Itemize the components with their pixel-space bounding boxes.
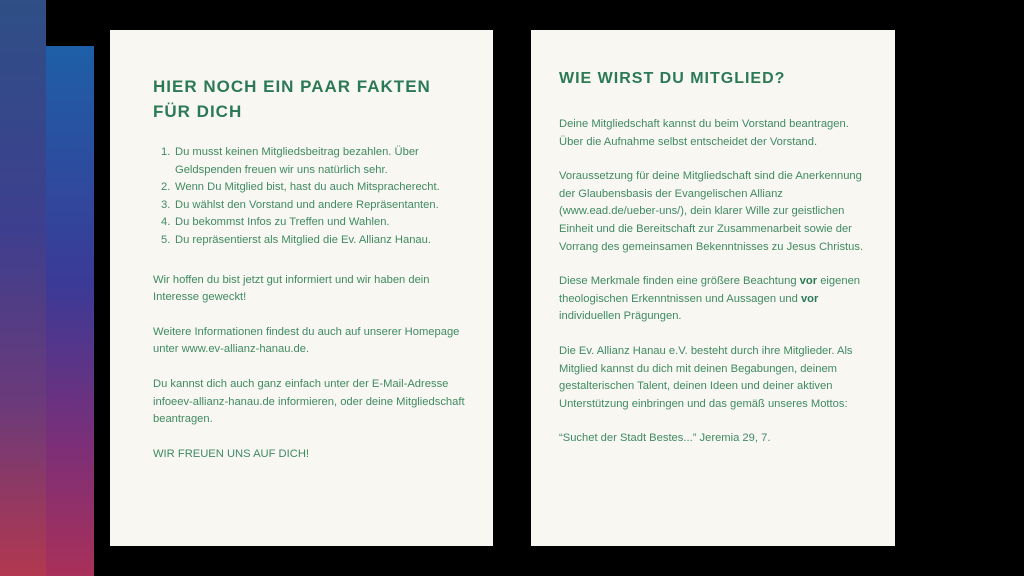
apply-paragraph: Deine Mitgliedschaft kannst du beim Vorstand beantragen. Über die Aufnahme selbst entscheidet der Vorstand. [559,118,849,148]
fact-text: Du repräsentierst als Mitglied die Ev. Allianz Hanau. [175,233,431,246]
fact-number: 5. [161,233,171,246]
fact-item [161,214,469,232]
membership-card [531,30,895,546]
requirements-paragraph: Voraussetzung für deine Mitgliedschaft sind die Anerkennung der Glaubensbasis der Evangelischen Allianz (www.ead.de/ueber-uns/), dein klarer Wille zur geistlichen Einheit und die Bereitschaft zur Zusammenarbeit sowie der Vorrang des gemeinsamen Bekenntnisses zu Jesus Christus. [559,170,864,253]
fact-text: Wenn Du Mitglied bist, hast du auch Mitspracherecht. [175,181,440,194]
fact-number: 3. [161,198,171,211]
decorative-stripe-right [46,46,94,576]
fact-number: 1. [161,146,171,158]
informed-paragraph: Wir hoffen du bist jetzt gut informiert und wir haben dein Interesse geweckt! [153,273,430,304]
homepage-paragraph: Weitere Informationen findest du auch auf unserer Homepage unter www.ev-allianz-hanau.de. [153,325,460,356]
closing-text: WIR FREUEN UNS AUF DICH! [153,447,310,460]
decorative-stripe-left [0,0,46,576]
fact-number: 4. [161,216,171,229]
motto-text: “Suchet der Stadt Bestes...” Jeremia 29, 7. [559,432,771,445]
fact-text: Du musst keinen Mitgliedsbeitrag bezahlen. Über Geldspenden freuen wir uns natürlich sehr. [175,146,419,176]
email-paragraph: Du kannst dich auch ganz einfach unter der E-Mail-Adresse infoeev-allianz-hanau.de informieren, oder deine Mitgliedschaft beantragen. [153,377,465,426]
features-bold-vor-2: vor [800,292,819,305]
facts-title-line1: HIER NOCH EIN PAAR FAKTEN [153,77,431,96]
fact-text: Du bekommst Infos zu Treffen und Wahlen. [175,216,390,229]
features-bold-vor-1: vor [799,275,818,288]
fact-item [161,179,469,197]
features-paragraph [559,273,875,326]
fact-item [161,197,469,215]
facts-list [153,144,469,250]
facts-title [153,74,469,124]
members-paragraph: Die Ev. Allianz Hanau e.V. besteht durch ihre Mitglieder. Als Mitglied kannst du dich mit deinen Begabungen, deinem gestalterischen Talent, deinen Ideen und deiner aktiven Unterstützung einbringen und das gemäß unseres Mottos: [559,344,853,410]
facts-card [110,30,493,546]
features-text-c: individuellen Prägungen. [559,310,682,323]
fact-item [161,232,469,250]
fact-item [161,144,469,179]
facts-title-line2: FÜR DICH [153,102,243,121]
fact-number: 2. [161,181,171,194]
features-text-a: Diese Merkmale finden eine größere Beachtung [559,275,800,288]
fact-text: Du wählst den Vorstand und andere Repräsentanten. [175,198,439,211]
features-text-b: eigenen theologischen Erkenntnissen und Aussagen und [559,275,861,305]
membership-title: WIE WIRST DU MITGLIED? [559,70,786,87]
